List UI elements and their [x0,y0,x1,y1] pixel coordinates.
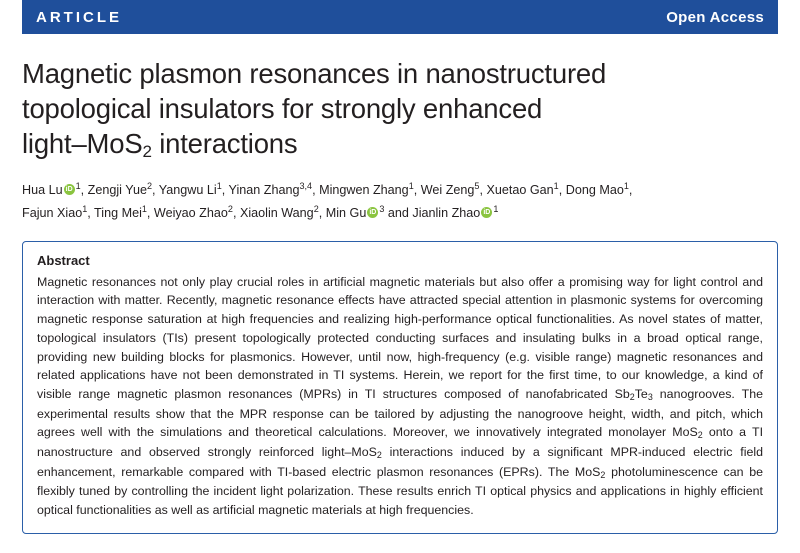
author-name[interactable]: Zengji Yue [87,183,147,198]
author-affiliation: 1 [82,203,88,214]
author-affiliation: 2 [227,203,233,214]
orcid-icon[interactable] [367,207,378,218]
author-affiliation: 1 [493,203,499,214]
author-name[interactable]: Wei Zeng [420,183,475,198]
author-name[interactable]: Dong Mao [565,183,624,198]
title-line-2: topological insulators for strongly enhanced [22,93,543,125]
author-name[interactable]: and Jianlin Zhao [387,205,481,220]
orcid-icon[interactable] [64,184,75,195]
title-subscript: 2 [142,142,152,162]
author-affiliation: 1 [216,180,222,191]
abstract-part-4: onto a TI nanostructure and observed strongly reinforced light–MoS [37,425,764,460]
author-name[interactable]: Min Gu [325,205,367,220]
author-affiliation: 2 [313,203,319,214]
open-access-label: Open Access [666,8,764,26]
author-affiliation: 1 [553,180,559,191]
abstract-part-1: Magnetic resonances not only play crucial roles in artificial magnetic materials but also offer a promising way for light control and interaction with matter. Recently, magnetic resonance effects have attracted special attention in plasmonic systems for overcoming magnetic response saturation at high frequencies and realizing high-performance optical functionalities. As novel states of matter, topological insulators (TIs) present topologically protected conducting surfaces and insulating bulks in a broad optical range, providing new building blocks for plasmonics. However, until now, high-frequency (e.g. visible range) magnetic resonances and related applications have not been demonstrated in TI systems. Herein, we report for the first time, to our knowledge, a kind of visible range magnetic plasmon resonances (MPRs) in TI structures composed of nanofabricated Sb [37,274,763,401]
abstract-subscript: 2 [629,392,635,403]
article-type-label: ARTICLE [36,8,122,26]
title-line-3-pre: light–MoS [22,128,143,160]
author-affiliation: 3,4 [299,180,313,191]
author-line-1: Hua Lu iD $^1$, Zengji Yue$^2$, Yangwu Li$^1$, Yinan Zhang$^{3,4}$, Mingwen Zhang$^1$, Wei Zeng$^5$, Xuetao Gan$^1$, Dong Mao$^1$, [22,183,632,197]
author-name[interactable]: Xiaolin Wang [239,205,314,220]
abstract-text [37,273,763,520]
article-header-bar [22,0,778,34]
abstract-part-2: Te [634,386,648,401]
author-affiliation: 1 [141,203,147,214]
author-name[interactable]: Mingwen Zhang [319,183,409,198]
abstract-subscript: 3 [647,392,653,403]
abstract-part-5: interactions induced by a significant MPR-induced electric field enhancement, remarkable compared with TI-based electric plasmon resonances (EPRs). The MoS [37,445,763,479]
author-affiliation: 1 [623,180,629,191]
author-line-2: Fajun Xiao$^1$, Ting Mei$^1$, Weiyao Zhao$^2$, Xiaolin Wang$^2$, Min Gu iD $^3$ and Jianlin Zhao iD $^1$ [22,206,498,220]
author-name[interactable]: Yinan Zhang [228,183,300,198]
author-affiliation: 5 [474,180,480,191]
author-name[interactable]: Hua Lu [22,183,63,198]
abstract-subscript: 2 [697,430,703,441]
author-list [22,179,762,225]
author-affiliation: 1 [75,180,81,191]
author-affiliation: 1 [408,180,414,191]
abstract-subscript: 2 [600,469,606,480]
author-name[interactable]: Xuetao Gan [486,183,554,198]
author-affiliation: 3 [379,203,385,214]
abstract-box [22,241,778,534]
author-name[interactable]: Ting Mei [94,205,142,220]
author-name[interactable]: Weiyao Zhao [153,205,228,220]
orcid-icon[interactable] [481,207,492,218]
abstract-subscript: 2 [376,450,382,461]
abstract-part-6: photoluminescence can be flexibly tuned by controlling the incident light polarization. These results enrich TI optical physics and applications in highly efficient optical functionalities as well as artificial magnetic materials at high frequencies. [37,464,763,518]
author-affiliation: 2 [146,180,153,191]
author-name[interactable]: Yangwu Li [158,183,217,198]
title-line-1: Magnetic plasmon resonances in nanostructured [22,58,607,89]
abstract-heading: Abstract [37,252,90,268]
title-line-3-post: interactions [151,128,298,160]
page-title [22,56,742,163]
author-name[interactable]: Fajun Xiao [22,205,83,220]
abstract-part-3: nanogrooves. The experimental results show that the MPR response can be tailored by adjusting the nanogroove height, width, and pitch, which agrees well with the simulations and theoretical calculations. Moreover, we innovatively integrated monolayer MoS [37,386,763,440]
